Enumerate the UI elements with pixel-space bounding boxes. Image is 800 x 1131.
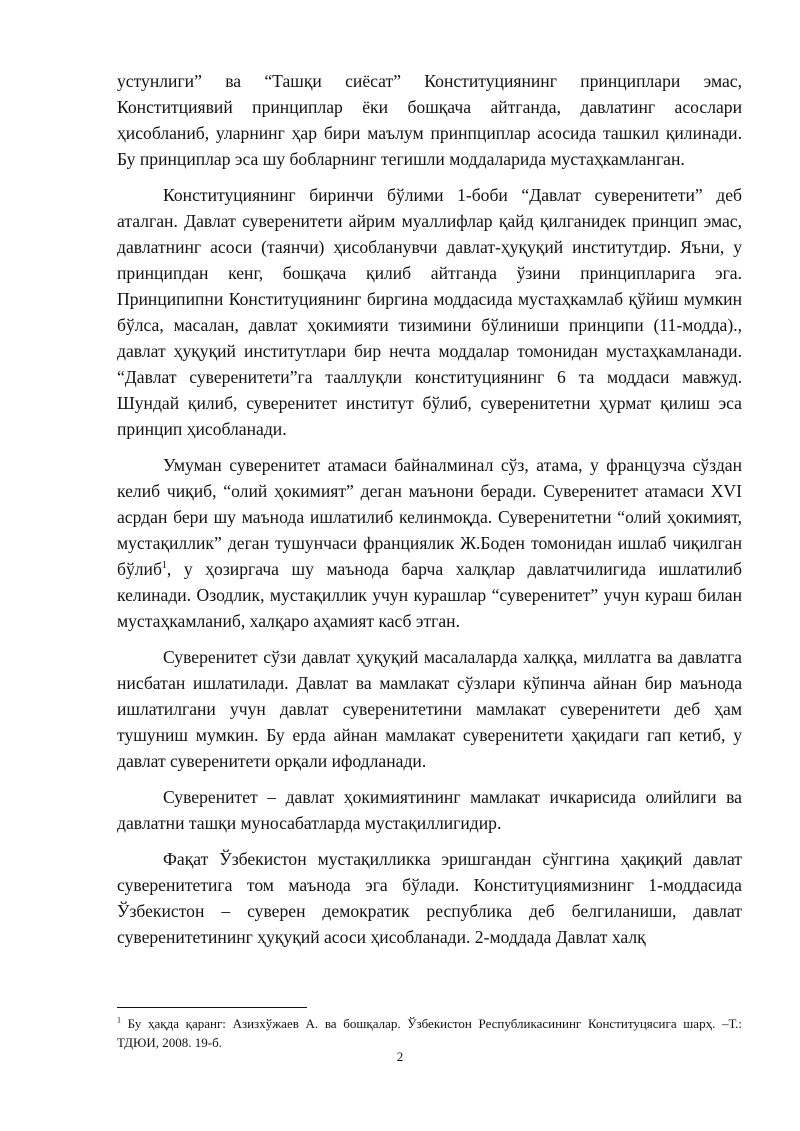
footnote-reference: 1	[161, 560, 167, 572]
page-body	[117, 68, 742, 950]
paragraph-sovereignty-word: Суверенитет сўзи давлат ҳуқуқий масалаларда халққа, миллатга ва давлатга нисбатан ишлатилади. Давлат ва мамлакат сўзлари кўпинча айнан бир маънода ишлатилгани учун давлат суверенитетини мамлакат суверенитети деб ҳам тушуниш мумкин. Бу ерда айнан мамлакат суверенитети ҳақидаги гап кетиб, у давлат суверенитети орқали ифодланади.	[117, 647, 742, 771]
paragraph-sovereignty-definition: Суверенитет – давлат ҳокимиятининг мамлакат ичкарисида олийлиги ва давлатни ташқи муносабатларда мустақиллигидир.	[117, 787, 742, 833]
footnote-divider	[117, 1007, 307, 1008]
paragraph-continuation: устунлиги” ва “Ташқи сиёсат” Конституциянинг принциплари эмас, Конститциявий принциплар ёки бошқача айтганда, давлатинг асослари ҳисобланиб, уларнинг ҳар бири маълум принпциплар асосида ташкил қилинади. Бу принциплар эса шу бобларнинг тегишли моддаларида мустаҳкамланган.	[117, 71, 742, 169]
page-number: 2	[396, 1049, 404, 1064]
footnote-mark: 1	[117, 1015, 121, 1025]
paragraph-uzbekistan: Фақат Ўзбекистон мустақилликка эришгандан сўнггина ҳақиқий давлат суверенитетига том маънода эга бўлади. Конституциямизнинг 1-моддасида Ўзбекистон – суверен демократик республика деб белгиланиши, давлат суверенитетининг ҳуқуқий асоси ҳисобланади. 2-моддада Давлат халқ	[117, 849, 742, 947]
paragraph-text: , у ҳозиргача шу маънода барча халқлар давлатчилигида ишлатилиб келинади. Озодлик, мустақиллик учун курашлар “суверенитет” учун кураш билан мустаҳкамланиб, халқаро аҳамият касб этган.	[117, 559, 742, 631]
paragraph-text: Умуман суверенитет атамаси байналминал сўз, атама, у французча сўздан келиб чиқиб, “олий ҳокимият” деган маънони беради. Суверенитет атамаси XVI асрдан бери шу маънода ишлатилиб келинмоқда. Суверенитетни “олий ҳокимият, мустақиллик” деган тушунчаси франциялик Ж.Боден томонидан ишлаб чиқилган бўлиб	[117, 455, 742, 579]
paragraph-sovereignty-term	[117, 452, 742, 634]
paragraph-state-sovereignty: Конституциянинг биринчи бўлими 1-боби “Давлат суверенитети” деб аталган. Давлат суверенитети айрим муаллифлар қайд қилганидек принцип эмас, давлатнинг асоси (таянчи) ҳисобланувчи давлат-ҳуқуқий институтдир. Яъни, у принципдан кенг, бошқача қилиб айтганда ўзини принципларига эга. Принципипни Конституциянинг биргина моддасида мустаҳкамлаб қўйиш мумкин бўлса, масалан, давлат ҳокимияти тизимини бўлиниши принципи (11-модда)., давлат ҳуқуқий институтлари бир нечта моддалар томонидан мустаҳкамланади. “Давлат суверенитети”га тааллуқли конституциянинг 6 та моддаси мавжуд. Шундай қилиб, суверенитет институт бўлиб, суверенитетни ҳурмат қилиш эса принцип ҳисобланади.	[117, 185, 742, 439]
footnote-text: Бу ҳақда қаранг: Азизхўжаев А. ва бошқалар. Ўзбекистон Республикасининг Конституцясига шарҳ. –Т.: ТДЮИ, 2008. 19-б.	[117, 1016, 742, 1050]
